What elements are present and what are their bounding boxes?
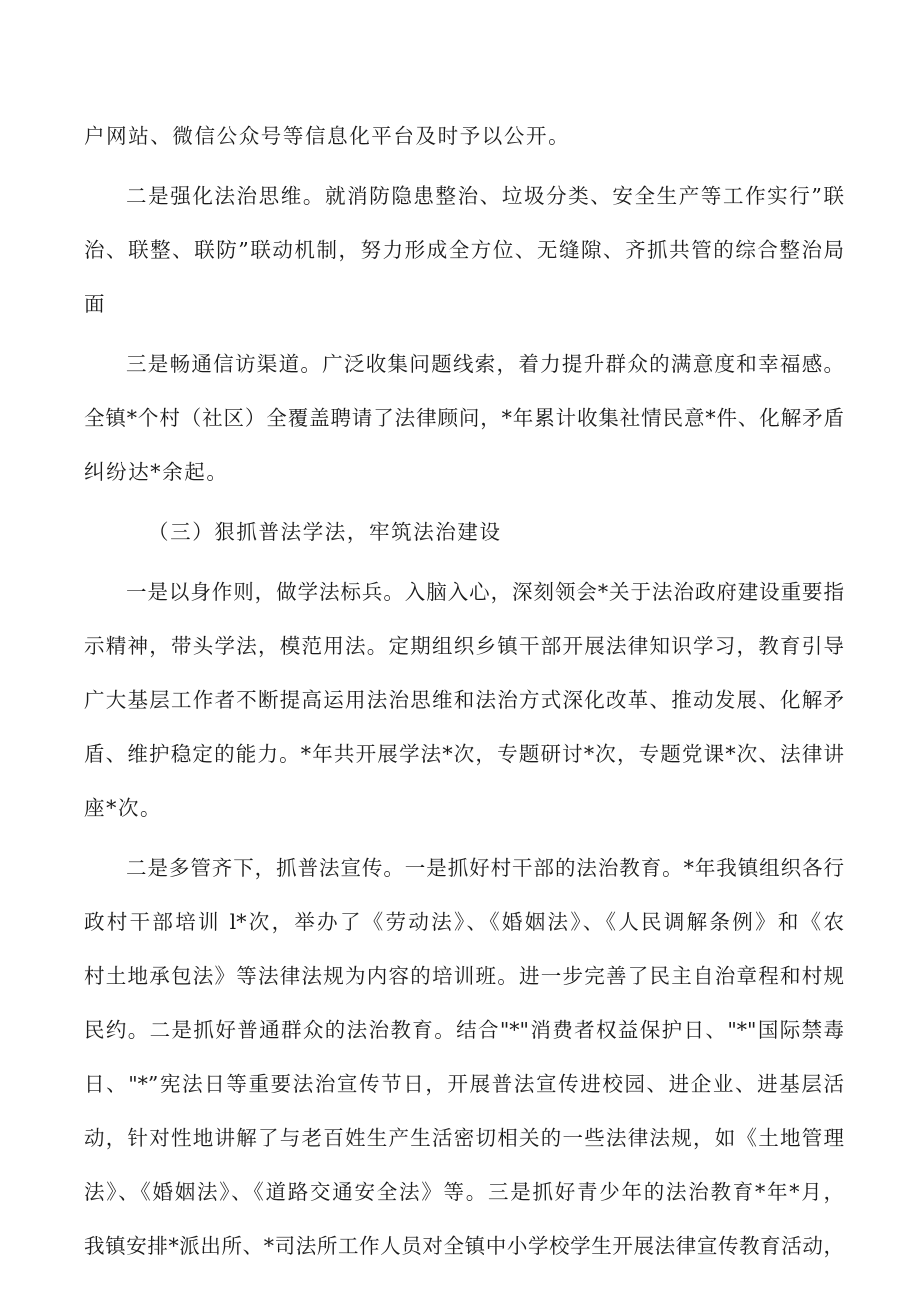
- text-line-10: 示精神，带头学法，模范用法。定期组织乡镇干部开展法律知识学习，教育引导: [84, 634, 844, 658]
- text-line-16: 村土地承包法》等法律法规为内容的培训班。进一步完善了民主自治章程和村规: [84, 964, 844, 988]
- text-line-21: 我镇安排*派出所、*司法所工作人员对全镇中小学校学生开展法律宣传教育活动，: [84, 1234, 844, 1258]
- text-line-3: 治、联整、联防”联动机制，努力形成全方位、无缝隙、齐抓共管的综合整治局: [84, 238, 844, 262]
- text-line-5: 三是畅通信访渠道。广泛收集问题线索，着力提升群众的满意度和幸福感。: [126, 352, 844, 376]
- section-heading: （三）狠抓普法学法，牢筑法治建设: [148, 520, 502, 544]
- text-line-15: 政村干部培训 l*次，举办了《劳动法》、《婚姻法》、《人民调解条例》和《农: [84, 910, 844, 934]
- text-line-17: 民约。二是抓好普通群众的法治教育。结合"*"消费者权益保护日、"*"国际禁毒: [84, 1018, 844, 1042]
- text-line-14: 二是多管齐下，抓普法宣传。一是抓好村干部的法治教育。*年我镇组织各行: [126, 856, 844, 880]
- text-line-19: 动，针对性地讲解了与老百姓生产生活密切相关的一些法律法规，如《土地管理: [84, 1126, 844, 1150]
- text-line-1: 户网站、微信公众号等信息化平台及时予以公开。: [84, 124, 571, 148]
- text-line-6: 全镇*个村（社区）全覆盖聘请了法律顾问，*年累计收集社情民意*件、化解矛盾: [84, 406, 844, 430]
- text-line-2: 二是强化法治思维。就消防隐患整治、垃圾分类、安全生产等工作实行”联: [126, 184, 844, 208]
- text-line-11: 广大基层工作者不断提高运用法治思维和法治方式深化改革、推动发展、化解矛: [84, 688, 844, 712]
- text-line-12: 盾、维护稳定的能力。*年共开展学法*次，专题研讨*次，专题党课*次、法律讲: [84, 742, 844, 766]
- text-line-20: 法》、《婚姻法》、《道路交通安全法》等。三是抓好青少年的法治教育*年*月，: [84, 1180, 844, 1204]
- text-line-18: 日、"*”宪法日等重要法治宣传节日，开展普法宣传进校园、进企业、进基层活: [84, 1072, 844, 1096]
- text-line-9: 一是以身作则，做学法标兵。入脑入心，深刻领会*关于法治政府建设重要指: [126, 580, 844, 604]
- text-line-13: 座*次。: [84, 796, 163, 820]
- text-line-7: 纠纷达*余起。: [84, 460, 229, 484]
- text-line-4: 面: [84, 292, 107, 316]
